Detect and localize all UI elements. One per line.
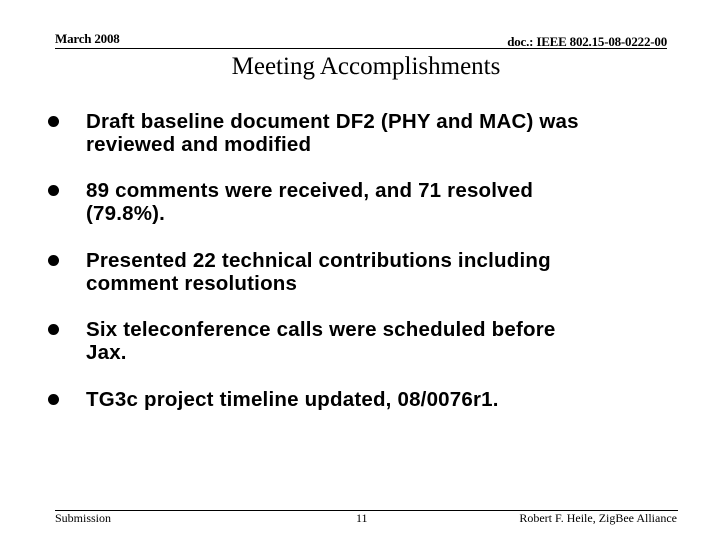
bullet-text-line: Six teleconference calls were scheduled before <box>86 318 556 341</box>
bullet-text-line: reviewed and modified <box>86 133 312 156</box>
bullet-text-line: Jax. <box>86 341 127 364</box>
bullet-dot-icon <box>48 255 59 266</box>
bullet-item <box>44 318 556 364</box>
bullet-item <box>44 110 579 156</box>
bullet-item <box>44 179 533 225</box>
bullet-item <box>44 249 551 295</box>
bullet-text-line: 89 comments were received, and 71 resolved <box>86 179 534 202</box>
bullet-dot-icon <box>48 185 59 196</box>
bullet-text-line: TG3c project timeline updated, 08/0076r1. <box>86 388 499 411</box>
footer-author: Robert F. Heile, ZigBee Alliance <box>519 511 677 525</box>
header-divider <box>55 48 667 49</box>
page-number: 11 <box>356 511 368 525</box>
bullet-text-line: Presented 22 technical contributions including <box>86 249 551 272</box>
slide-title: Meeting Accomplishments <box>231 53 501 80</box>
bullet-item <box>44 388 499 411</box>
bullet-text-line: (79.8%). <box>86 202 166 225</box>
bullet-dot-icon <box>48 116 59 127</box>
bullet-dot-icon <box>48 324 59 335</box>
header-date: March 2008 <box>55 31 120 46</box>
header-doc-id: doc.: IEEE 802.15-08-0222-00 <box>507 34 667 49</box>
bullet-dot-icon <box>48 394 59 405</box>
bullet-text-line: Draft baseline document DF2 (PHY and MAC) was <box>86 110 579 133</box>
bullet-text-line: comment resolutions <box>86 272 298 295</box>
footer-submission: Submission <box>55 511 112 525</box>
